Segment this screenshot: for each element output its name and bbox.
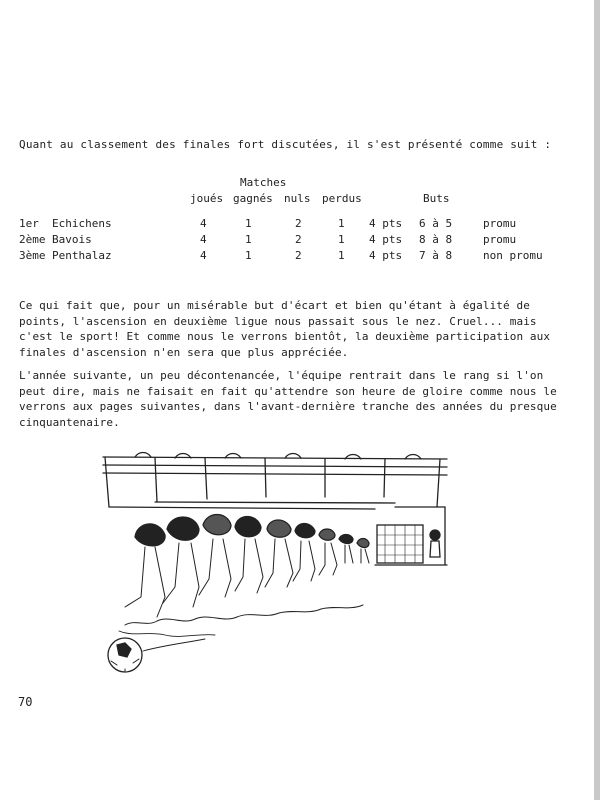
row-rank: 2ème bbox=[19, 233, 46, 246]
header-buts: Buts bbox=[423, 192, 450, 205]
row-perdus: 1 bbox=[338, 233, 345, 246]
row-points: 4 pts bbox=[369, 249, 403, 262]
row-joues: 4 bbox=[200, 249, 207, 262]
header-gagnes: gagnés bbox=[233, 192, 273, 205]
row-joues: 4 bbox=[200, 233, 207, 246]
football-cartoon-illustration bbox=[95, 447, 455, 697]
row-nuls: 2 bbox=[295, 249, 302, 262]
row-buts: 6 à 5 bbox=[419, 217, 453, 230]
row-status: non promu bbox=[483, 249, 543, 262]
row-status: promu bbox=[483, 233, 517, 246]
row-gagnes: 1 bbox=[245, 249, 252, 262]
row-points: 4 pts bbox=[369, 233, 403, 246]
row-nuls: 2 bbox=[295, 217, 302, 230]
row-gagnes: 1 bbox=[245, 233, 252, 246]
row-perdus: 1 bbox=[338, 217, 345, 230]
row-team: Bavois bbox=[52, 233, 92, 246]
row-team: Echichens bbox=[52, 217, 112, 230]
header-joues: joués bbox=[190, 192, 224, 205]
row-status: promu bbox=[483, 217, 517, 230]
header-matches: Matches bbox=[240, 176, 287, 189]
row-buts: 8 à 8 bbox=[419, 233, 453, 246]
header-nuls: nuls bbox=[284, 192, 311, 205]
paragraph-annee-suivante: L'année suivante, un peu décontenancée, l'équipe rentrait dans le rang si l'on peut dire, mais ne faisait en fait qu'attendre son heure de gloire comme nous le verrons aux pages suivantes, dans l'avant-dernière tranche des années du presque cinquantenaire. bbox=[19, 369, 557, 429]
row-points: 4 pts bbox=[369, 217, 403, 230]
page-edge-shadow bbox=[594, 0, 600, 800]
row-buts: 7 à 8 bbox=[419, 249, 453, 262]
header-perdus: perdus bbox=[322, 192, 362, 205]
intro-sentence: Quant au classement des finales fort discutées, il s'est présenté comme suit : bbox=[19, 138, 552, 151]
row-rank: 1er bbox=[19, 217, 39, 230]
row-perdus: 1 bbox=[338, 249, 345, 262]
paragraph-ascension: Ce qui fait que, pour un misérable but d'écart et bien qu'étant à égalité de points, l'ascension en deuxième ligue nous passait sous le nez. Cruel... mais c'est le sport! Et comme nous le verrons bientôt, la deuxième participation aux finales d'ascension n'en sera que plus appréciée. bbox=[19, 299, 551, 359]
page-number: 70 bbox=[18, 695, 33, 709]
row-nuls: 2 bbox=[295, 233, 302, 246]
row-rank: 3ème bbox=[19, 249, 46, 262]
row-team: Penthalaz bbox=[52, 249, 112, 262]
row-joues: 4 bbox=[200, 217, 207, 230]
row-gagnes: 1 bbox=[245, 217, 252, 230]
